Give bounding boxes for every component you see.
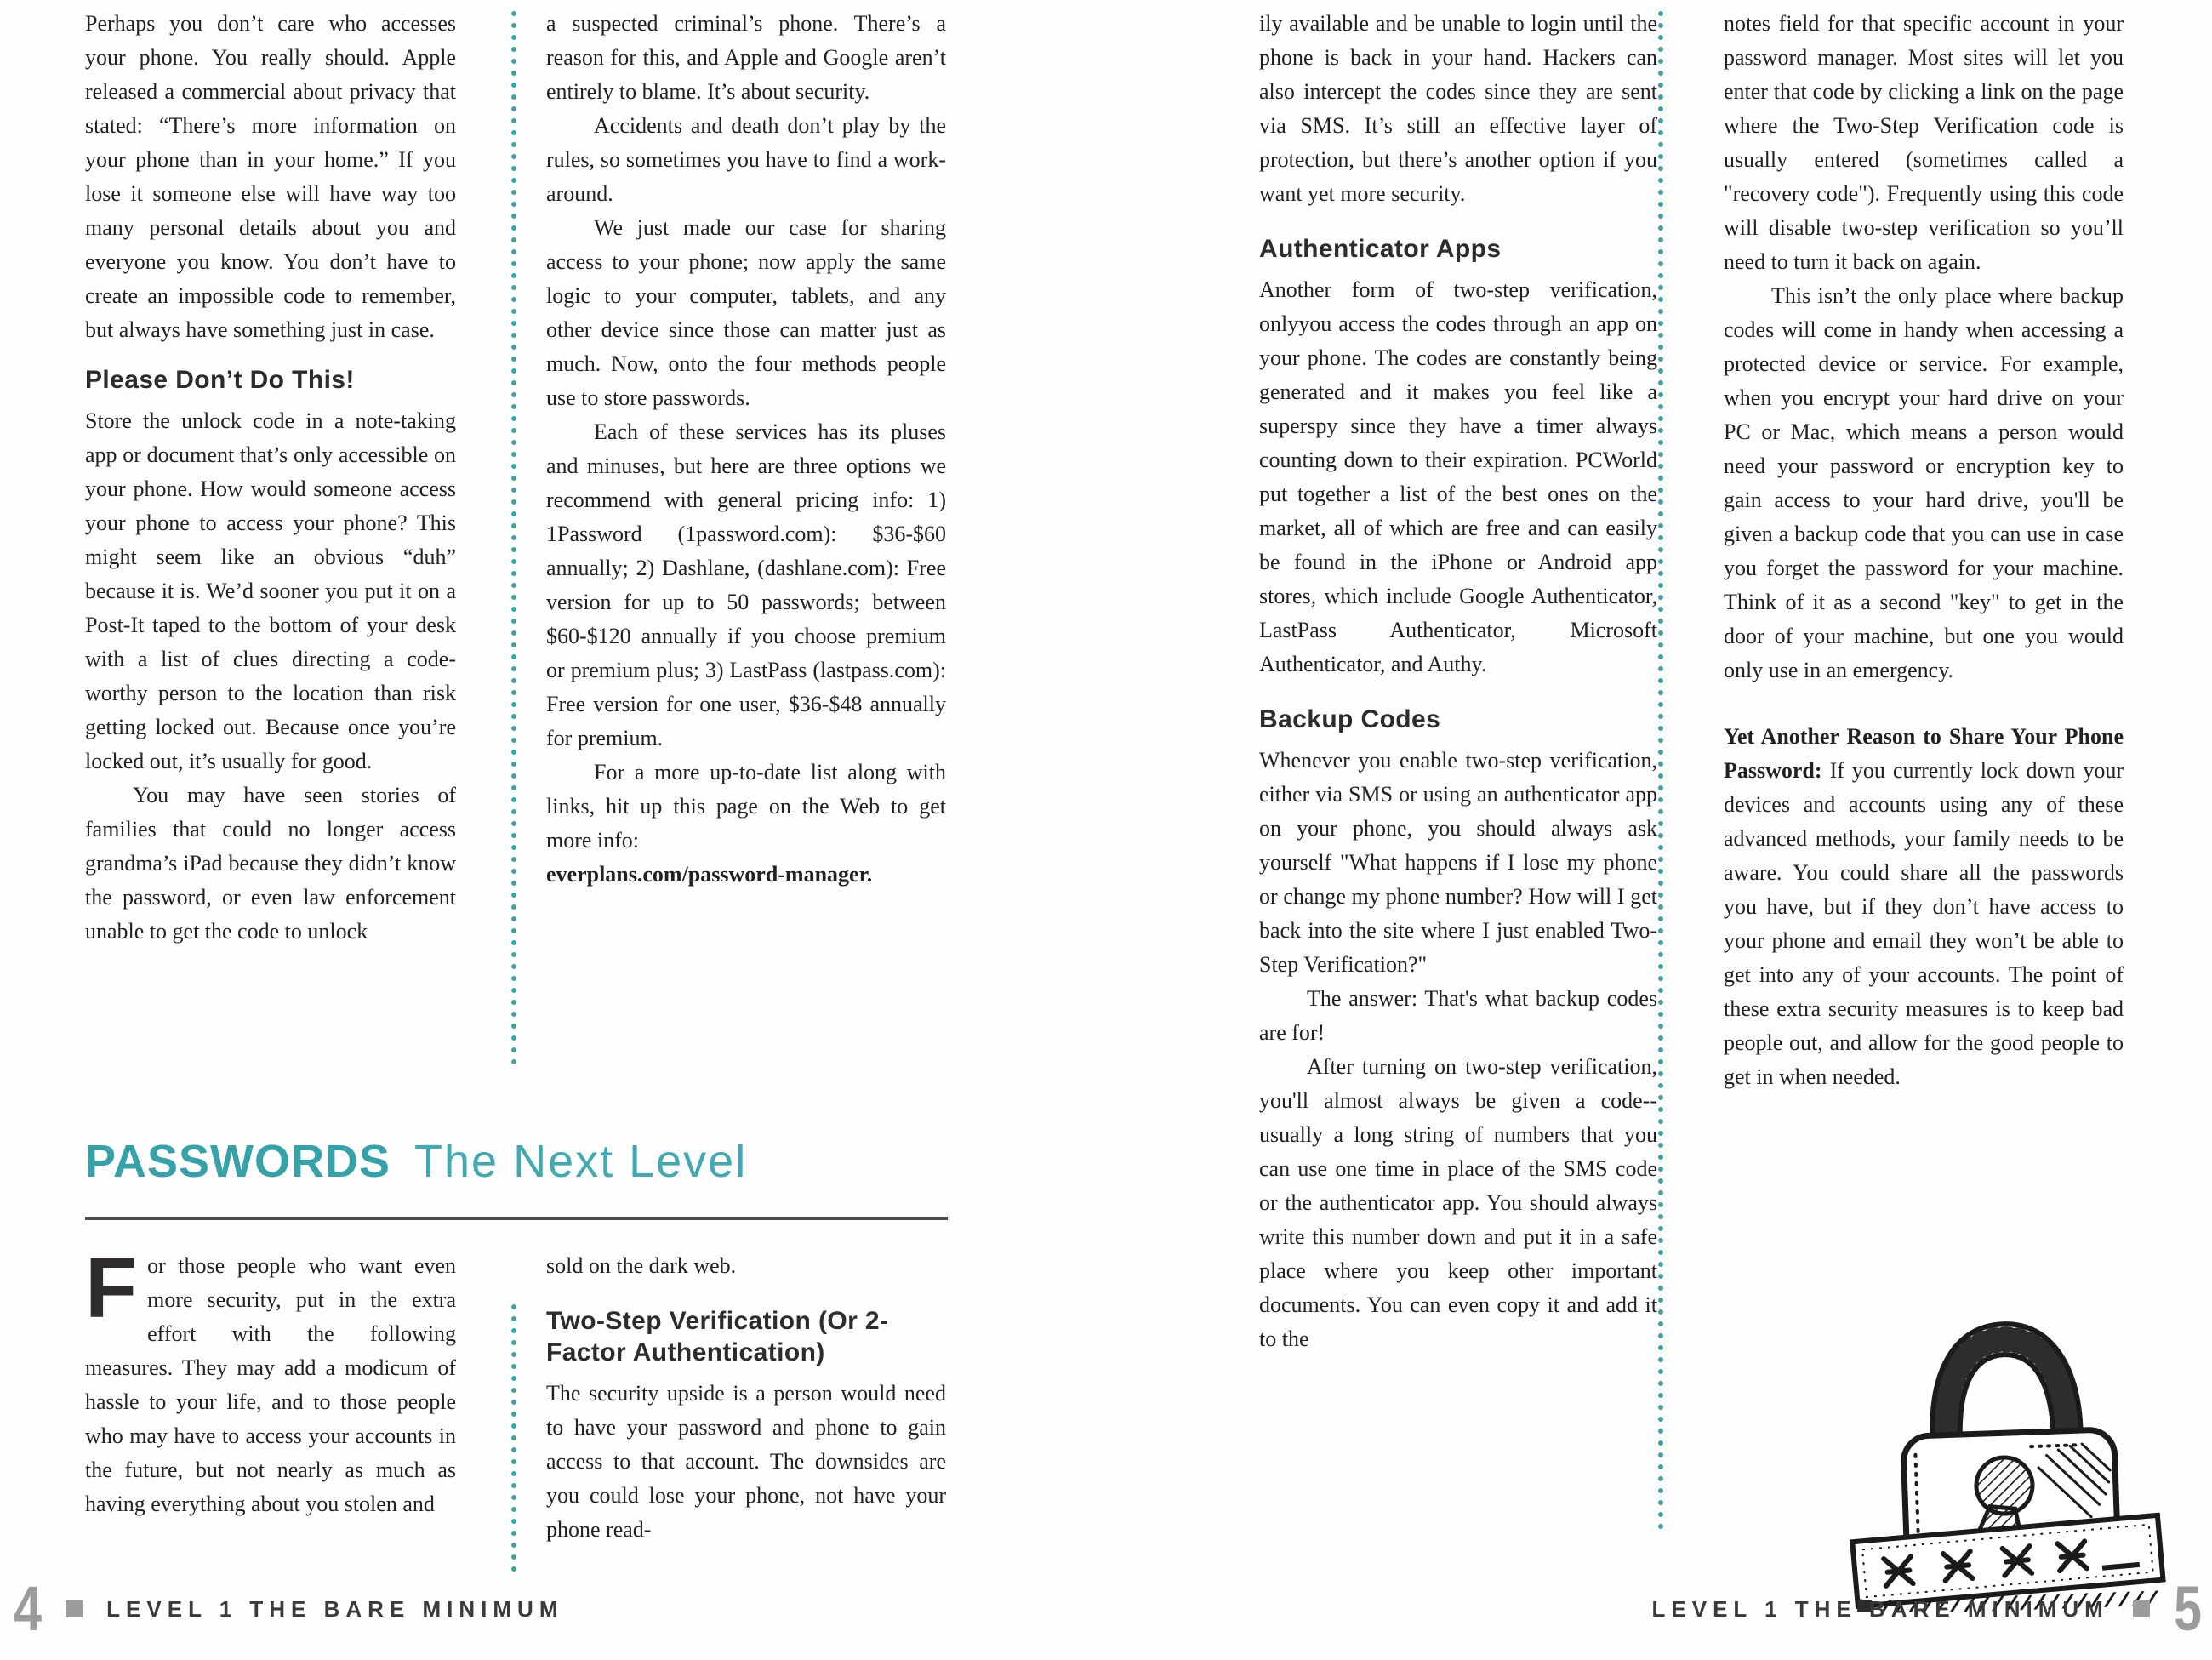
right-page-column-2 bbox=[1724, 7, 2124, 1094]
paragraph: notes field for that specific account in your password manager. Most sites will let you enter that code by clicking a link on the page where the Two-Step Verification code is usually entered (sometimes called a "recovery code"). Frequently using this code will disable two-step verification so you’ll need to turn it back on again. bbox=[1724, 11, 2124, 274]
left-page-column-1 bbox=[85, 7, 456, 949]
paragraph: For a more up-to-date list along with links, hit up this page on the Web to get more info: bbox=[546, 760, 946, 853]
left-page-lower-column-1 bbox=[85, 1241, 456, 1521]
section-title-passwords: PASSWORDS bbox=[85, 1136, 391, 1187]
subheading-two-step-verification: Two-Step Verification (Or 2-Factor Authentication) bbox=[546, 1307, 889, 1366]
footer-chapter-label: LEVEL 1 THE BARE MINIMUM bbox=[106, 1595, 564, 1622]
paragraph-with-bold-lead bbox=[1724, 720, 2124, 1094]
right-page-footer bbox=[1651, 1573, 2205, 1644]
paragraph: The answer: That's what backup codes are for! bbox=[1259, 986, 1657, 1045]
section-subtitle-next-level: The Next Level bbox=[414, 1136, 748, 1187]
right-page-column-1 bbox=[1259, 7, 1657, 1356]
paragraph: sold on the dark web. bbox=[546, 1253, 737, 1278]
dotted-column-separator bbox=[511, 1303, 516, 1572]
paragraph: Store the unlock code in a note-taking app or document that’s only accessible on your phone. How would someone access your phone to access your phone? This might seem like an obvious “duh” because it is. We’d sooner you put it on a Post-It taped to the bottom of your desk with a list of clues directing a code-worthy person to the location than risk getting locked out. Because once you’re locked out, it’s usually for good. bbox=[85, 408, 456, 773]
left-page-column-2 bbox=[546, 7, 946, 892]
left-page-footer bbox=[10, 1573, 564, 1644]
page-number-4: 4 bbox=[14, 1573, 43, 1644]
dotted-column-separator bbox=[1658, 10, 1663, 1530]
paragraph: ily available and be unable to login until the phone is back in your hand. Hackers can also intercept the codes since they are sent via SMS. It’s still an effective layer of protection, but there’s another option if you want yet more security. bbox=[1259, 11, 1657, 206]
bold-lead-in: Yet Another Reason to Share Your Phone Password: bbox=[1724, 724, 2124, 783]
paragraph: Whenever you enable two-step verification, either via SMS or using an authenticator app on your phone, you should always ask yourself "What happens if I lose my phone or change my phone number? How will I get back into the site where I just enabled Two-Step Verification?" bbox=[1259, 748, 1657, 977]
paragraph: Accidents and death don’t play by the rules, so sometimes you have to find a work-around. bbox=[546, 113, 946, 206]
paragraph: This isn’t the only place where backup codes will come in handy when accessing a protected device or service. For example, when you encrypt your hard drive on your PC or Mac, which means a person would need your password or encryption key to gain access to your hard drive, you'll be given a backup code that you can use in case you forget the password for your machine. Think of it as a second "key" to get in the door of your machine, but one you would only use in an emergency. bbox=[1724, 283, 2124, 682]
cursor-underscore bbox=[2102, 1565, 2140, 1568]
footer-square-icon bbox=[2133, 1600, 2150, 1617]
section-divider-rule bbox=[85, 1217, 948, 1220]
dropcap-letter: F bbox=[85, 1241, 138, 1336]
paragraph: a suspected criminal’s phone. There’s a reason for this, and Apple and Google aren’t entirely to blame. It’s about security. bbox=[546, 11, 946, 104]
footer-chapter-label: LEVEL 1 THE BARE MINIMUM bbox=[1651, 1595, 2109, 1622]
paragraph: Each of these services has its pluses and minuses, but here are three options we recommend with general pricing info: 1) 1Password (1password.com): $36-$60 annually; 2) Dashlane, (dashlane.com): Free version for up to 50 passwords; between $60-$120 annually if you choose premium or premium plus; 3) LastPass (lastpass.com): Free version for one user, $36-$48 annually for premium. bbox=[546, 419, 946, 750]
padlock-illustration bbox=[1827, 1305, 2193, 1612]
paragraph: We just made our case for sharing access to your phone; now apply the same logic to your computer, tablets, and any other device since those can matter just as much. Now, onto the four methods people use to store passwords. bbox=[546, 215, 946, 410]
everplans-url-text: everplans.com/password-manager. bbox=[546, 862, 873, 887]
footer-square-icon bbox=[66, 1600, 83, 1617]
dotted-column-separator bbox=[511, 10, 516, 1064]
paragraph: You may have seen stories of families that could no longer access grandma’s iPad because they didn’t know the password, or even law enforcement unable to get the code to unlock bbox=[85, 783, 456, 944]
page-number-5: 5 bbox=[2173, 1573, 2202, 1644]
paragraph: Another form of two-step verification, onlyyou access the codes through an app on your phone. The codes are constantly being generated and it makes you feel like a superspy since they have a timer always counting down to their expiration. PCWorld put together a list of the best ones on the market, all of which are free and can easily be found in the iPhone or Android app stores, which include Google Authenticator, LastPass Authenticator, Microsoft Authenticator, and Authy. bbox=[1259, 277, 1657, 676]
section-title bbox=[85, 1135, 747, 1188]
subheading-backup-codes: Backup Codes bbox=[1259, 705, 1441, 733]
subheading-authenticator-apps: Authenticator Apps bbox=[1259, 235, 1502, 263]
paragraph: The security upside is a person would need to have your password and phone to gain access to that account. The downsides are you could lose your phone, not have your phone read- bbox=[546, 1381, 946, 1542]
paragraph: After turning on two-step verification, you'll almost always be given a code--usually a long string of numbers that you can use one time in place of the SMS code or the authenticator app. You should always write this number down and put it in a safe place where you keep other important documents. You can even copy it and add it to the bbox=[1259, 1054, 1657, 1351]
dropcap-paragraph bbox=[85, 1241, 456, 1521]
left-page-lower-column-2 bbox=[546, 1249, 946, 1547]
paragraph: Perhaps you don’t care who accesses your phone. You really should. Apple released a commercial about privacy that stated: “There’s more information on your phone than in your home.” If you lose it someone else will have way too many personal details about you and everyone you know. You don’t have to create an impossible code to remember, but always have something just in case. bbox=[85, 11, 456, 342]
paragraph-text: If you currently lock down your devices and accounts using any of these advanced methods, your family needs to be aware. You could share all the passwords you have, but if they don’t have access to your phone and email they won’t be able to get into any of your accounts. The point of these extra security measures is to keep bad people out, and allow for the good people to get in when needed. bbox=[1724, 758, 2124, 1089]
paragraph-text: or those people who want even more security, put in the extra effort with the following measures. They may add a modicum of hassle to your life, and to those people who may have to access your accounts in the future, but not nearly as much as having everything about you stolen and bbox=[85, 1253, 456, 1516]
subheading-please-dont-do-this: Please Don’t Do This! bbox=[85, 366, 355, 394]
